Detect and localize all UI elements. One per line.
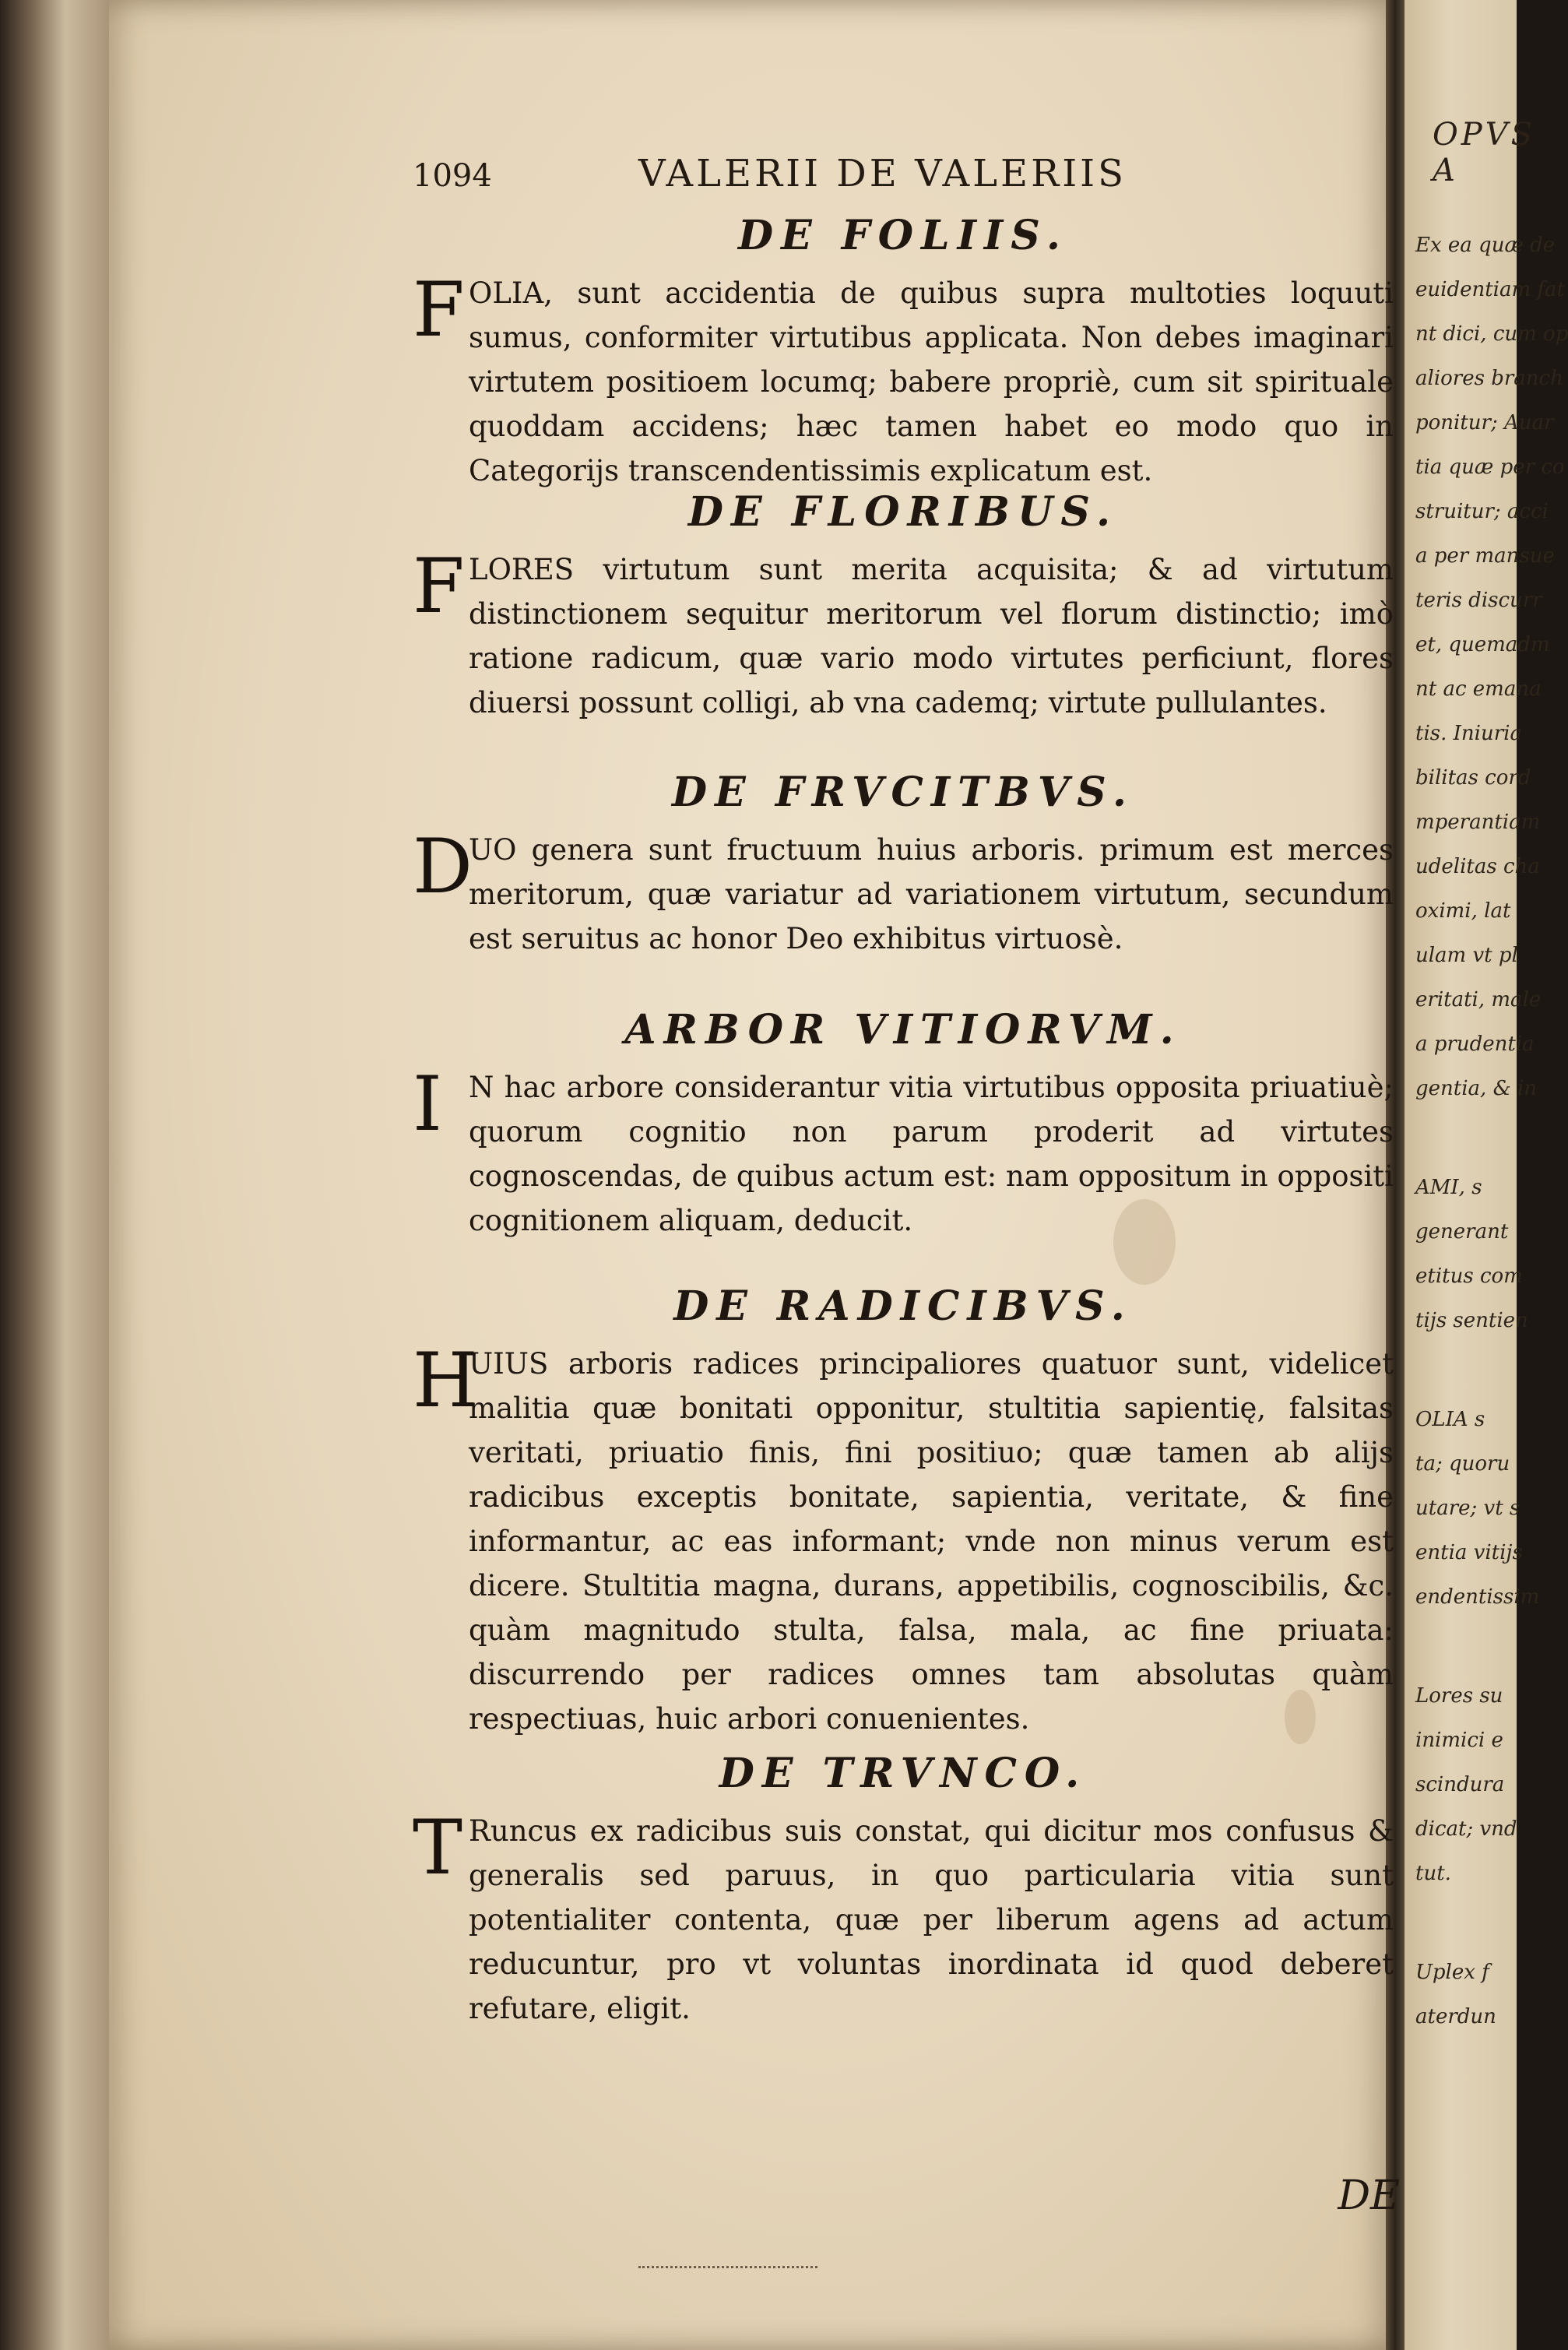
paragraph-text: LORES virtutum sunt merita acquisita; & ad virtutum distinctionem sequitur meritorum vel florum distinctio; imò ratione radicum, quæ vario modo virtutes perficiunt, flores diuersi possunt colligi, ab vna cademq; virtute pullulantes. [469, 553, 1394, 719]
facing-page-line: mperantiam [1415, 811, 1541, 834]
section-paragraph [413, 1804, 1394, 2031]
facing-page-line: ulam vt pl [1415, 944, 1518, 967]
section-paragraph [413, 543, 1394, 725]
page-header [413, 152, 1425, 199]
paragraph-text: OLIA, sunt accidentia de quibus supra multoties loquuti sumus, conformiter virtutibus applicata. Non debes imaginari virtutem positioem locumq; babere propriè, cum sit spirituale quoddam accidens; hæc tamen habet eo modo quo in Categorijs transcendentissimis explicatum est. [469, 276, 1394, 487]
facing-page-line: euidentiam fat [1415, 278, 1565, 301]
drop-capital: H [413, 1337, 478, 1424]
facing-page-line: bilitas cord [1415, 766, 1531, 790]
section-title: DE RADICIBVS. [673, 1282, 1133, 1330]
section-de-trunco [413, 1748, 1394, 2031]
section-title: ARBOR VITIORVM. [624, 1006, 1182, 1054]
facing-page-line: dicat; vnd [1415, 1817, 1517, 1841]
facing-page-line: tijs sentien [1415, 1309, 1528, 1332]
facing-page-line: nt ac emana [1415, 677, 1542, 701]
page-number: 1094 [413, 158, 492, 194]
facing-page-line: a prudentia [1415, 1033, 1535, 1056]
section-de-foliis [413, 210, 1394, 493]
facing-page-line: oximi, lat [1415, 899, 1511, 923]
facing-page-line: ponitur; Auar [1415, 411, 1554, 434]
facing-page-line: endentissim [1415, 1585, 1540, 1609]
section-de-radicibus [413, 1281, 1394, 1741]
drop-capital: F [413, 543, 465, 630]
facing-page-line: aterdun [1415, 2005, 1496, 2028]
drop-capital: I [413, 1061, 442, 1148]
facing-page-line: entia vitijs [1415, 1541, 1523, 1564]
section-title: DE FLORIBUS. [687, 488, 1119, 536]
facing-page-line: aliores branch [1415, 367, 1563, 390]
facing-page-line: etitus com [1415, 1265, 1523, 1288]
section-paragraph [413, 1337, 1394, 1741]
facing-page-line: nt dici, cum op [1415, 322, 1568, 346]
facing-page-line: generant [1415, 1220, 1509, 1244]
facing-page-line: utare; vt s [1415, 1497, 1521, 1520]
drop-capital: D [413, 823, 473, 910]
facing-page-line: et, quemadm [1415, 633, 1550, 656]
running-title: VALERII DE VALERIIS [638, 152, 1127, 195]
section-paragraph [413, 266, 1394, 493]
facing-page-line: struitur; acci [1415, 500, 1549, 523]
paragraph-text: N hac arbore considerantur vitia virtutibus opposita priuatiuè; quorum cognitio non parum proderit ad virtutes cognoscendas, de quibus actum est: nam oppositum in oppositi cognitionem aliquam, deducit. [469, 1071, 1394, 1237]
facing-page-line: Lores su [1415, 1684, 1503, 1708]
section-de-fructibus [413, 767, 1394, 961]
facing-page-line: udelitas cha [1415, 855, 1540, 878]
facing-page-line: eritati, male [1415, 988, 1542, 1011]
section-paragraph [413, 823, 1394, 961]
facing-page-line: Uplex f [1415, 1961, 1489, 1984]
facing-page-line: inimici e [1415, 1729, 1503, 1752]
facing-page-fragment [1405, 0, 1568, 2350]
facing-page-line: Ex ea quæ de [1415, 234, 1556, 257]
paragraph-text: UIUS arboris radices principaliores quatuor sunt, videlicet malitia quæ bonitati opponitur, stultitia sapientię, falsitas veritati, priuatio finis, fini positiuo; quæ tamen ab alijs radicibus exceptis bonitate, sapientia, veritate, & fine informantur, ac eas informant; vnde non minus verum est dicere. Stultitia magna, durans, appetibilis, cognoscibilis, &c. quàm magnitudo stulta, falsa, mala, ac fine priuata: discurrendo per radices omnes tam absolutas quàm respectiuas, huic arbori conuenientes. [469, 1347, 1394, 1736]
section-arbor-vitiorum [413, 1004, 1394, 1243]
facing-page-line: ta; quoru [1415, 1452, 1510, 1476]
facing-page-line: AMI, s [1415, 1176, 1482, 1199]
section-title: DE FOLIIS. [737, 212, 1069, 259]
facing-page-line: teris discurr [1415, 589, 1542, 612]
facing-page-line: tis. Iniuria [1415, 722, 1522, 745]
section-title: DE TRVNCO. [719, 1750, 1088, 1797]
facing-page-line: gentia, & in [1415, 1077, 1538, 1100]
drop-capital: T [413, 1804, 463, 1891]
paragraph-text: UO genera sunt fructuum huius arboris. primum est merces meritorum, quæ variatur ad variationem virtutum, secundum est seruitus ac honor Deo exhibitus virtuosè. [469, 833, 1394, 955]
facing-page-header: OPVS A [1433, 117, 1535, 188]
section-paragraph [413, 1061, 1394, 1243]
catchword: DE [1338, 2172, 1400, 2219]
section-title: DE FRVCITBVS. [672, 769, 1134, 816]
facing-page-line: scindura [1415, 1773, 1505, 1796]
facing-page-line: tut. [1415, 1862, 1451, 1885]
facing-page-line: tia quæ per co [1415, 456, 1565, 479]
facing-page-line: OLIA s [1415, 1408, 1485, 1431]
facing-page-line: a per mansue [1415, 544, 1555, 568]
book-spine-edge [0, 0, 109, 2350]
decorative-ornament [638, 2235, 817, 2268]
drop-capital: F [413, 266, 465, 354]
paragraph-text: Runcus ex radicibus suis constat, qui dicitur mos confusus & generalis sed paruus, in quo particularia vitia sunt potentialiter contenta, quæ per liberum agens ad actum reducuntur, pro vt voluntas inordinata id quod deberet refutare, eligit. [469, 1814, 1394, 2025]
section-de-floribus [413, 487, 1394, 725]
